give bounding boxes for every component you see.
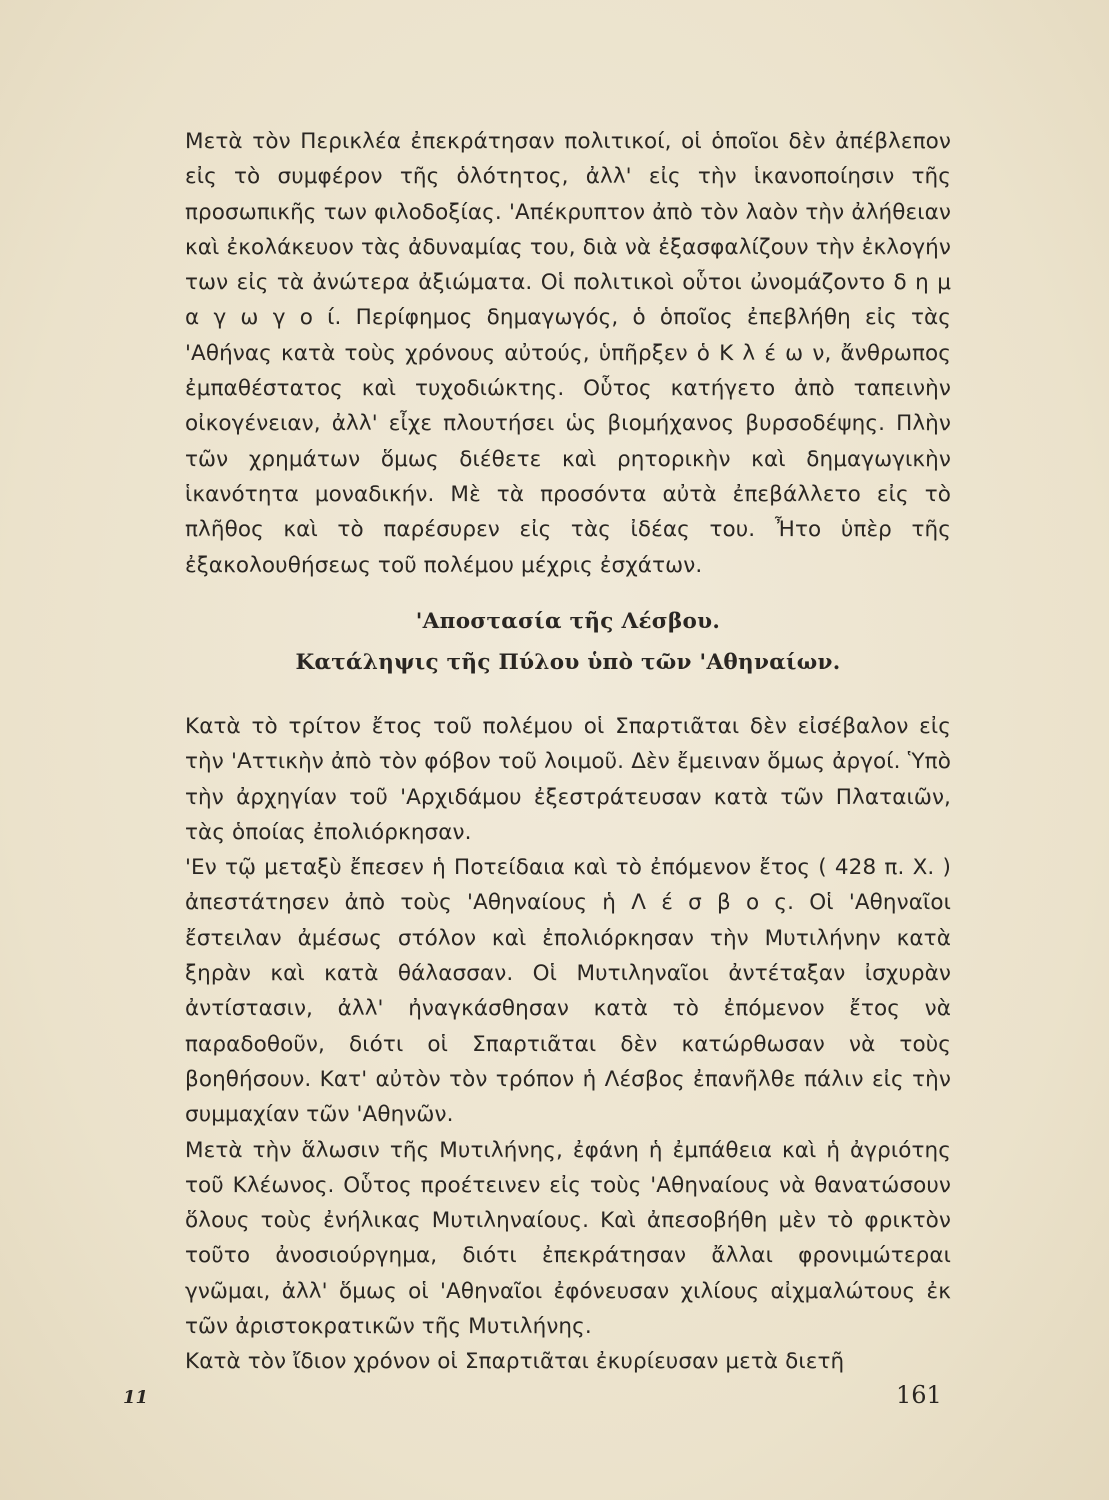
signature-mark: 11 xyxy=(123,1387,149,1408)
paragraph-mytilene-aftermath: Μετὰ τὴν ἅλωσιν τῆς Μυτιλήνης, ἐφάνη ἡ ἐμπάθεια καὶ ἡ ἀγριότης τοῦ Κλέωνος. Οὗτος προέτεινεν εἰς τοὺς 'Αθηναίους νὰ θανατώσουν ὅλους τοὺς ἐνήλικας Μυτιληναίους. Καὶ ἀπεσοβήθη μὲν τὸ φρικτὸν τοῦτο ἀνοσιούργημα, διότι ἐπεκράτησαν ἄλλαι φρονιμώτεραι γνῶμαι, ἀλλ' ὅμως οἱ 'Αθηναῖοι ἐφόνευσαν χιλίους αἰχμαλώτους ἐκ τῶν ἀριστοκρατικῶν τῆς Μυτιλήνης. xyxy=(185,1137,951,1340)
top-text-block xyxy=(185,124,951,583)
paragraph-potidaea-lesbos: 'Εν τῷ μεταξὺ ἔπεσεν ἡ Ποτείδαια καὶ τὸ ἐπόμενον ἔτος ( 428 π. Χ. ) ἀπεστάτησεν ἀπὸ τοὺς 'Αθηναίους ἡ Λ έ σ β ο ς. Οἱ 'Αθηναῖοι ἔστειλαν ἀμέσως στόλον καὶ ἐπολιόρκησαν τὴν Μυτιλήνην κατὰ ξηρὰν καὶ κατὰ θάλασσαν. Οἱ Μυτιληναῖοι ἀντέταξαν ἰσχυρὰν ἀντίστασιν, ἀλλ' ἠναγκάσθησαν κατὰ τὸ ἐπόμενον ἔτος νὰ παραδοθοῦν, διότι οἱ Σπαρτιᾶται δὲν κατώρθωσαν νὰ τοὺς βοηθήσουν. Κατ' αὐτὸν τὸν τρόπον ἡ Λέσβος ἐπανῆλθε πάλιν εἰς τὴν συμμαχίαν τῶν 'Αθηνῶν. xyxy=(185,855,951,1128)
page-number: 161 xyxy=(896,1381,942,1409)
section-heading-lesbos: 'Αποστασία τῆς Λέσβου. xyxy=(415,609,721,634)
paragraph-politicians: Μετὰ τὸν Περικλέα ἐπεκράτησαν πολιτικοί, οἱ ὁποῖοι δὲν ἀπέβλεπον εἰς τὸ συμφέρον τῆς ὁλότητος, ἀλλ' εἰς τὴν ἱκανοποίησιν τῆς προσωπικῆς των φιλοδοξίας. 'Απέκρυπτον ἀπὸ τὸν λαὸν τὴν ἀλήθειαν καὶ ἐκολάκευον τὰς ἀδυναμίας του, διὰ νὰ ἐξασφαλίζουν τὴν ἐκλογήν των εἰς τὰ ἀνώτερα ἀξιώματα. Οἱ πολιτικοὶ οὗτοι ὠνομάζοντο δ η μ α γ ω γ ο ί. Περίφημος δημαγωγός, ὁ ὁποῖος ἐπεβλήθη εἰς τὰς 'Αθήνας κατὰ τοὺς χρόνους αὐτούς, ὑπῆρξεν ὁ Κ λ έ ω ν, ἄνθρωπος ἐμπαθέστατος καὶ τυχοδιώκτης. Οὗτος κατήγετο ἀπὸ ταπεινὴν οἰκογένειαν, ἀλλ' εἶχε πλουτήσει ὡς βιομήχανος βυρσοδέψης. Πλὴν τῶν χρημάτων ὅμως διέθετε καὶ ρητορικὴν καὶ δημαγωγικὴν ἱκανότητα μοναδικήν. Μὲ τὰ προσόντα αὐτὰ ἐπεβάλλετο εἰς τὸ πλῆθος καὶ τὸ παρέσυρεν εἰς τὰς ἰδέας του. Ἦτο ὑπὲρ τῆς ἐξακολουθήσεως τοῦ πολέμου μέχρις ἐσχάτων. xyxy=(185,129,951,578)
paragraph-spartans-continued: Κατὰ τὸν ἴδιον χρόνον οἱ Σπαρτιᾶται ἐκυρίευσαν μετὰ διετῆ xyxy=(185,1349,845,1375)
bottom-text-block xyxy=(185,709,951,1380)
section-heading-pylos: Κατάληψις τῆς Πύλου ὑπὸ τῶν 'Αθηναίων. xyxy=(295,650,841,675)
paragraph-third-year: Κατὰ τὸ τρίτον ἔτος τοῦ πολέμου οἱ Σπαρτιᾶται δὲν εἰσέβαλον εἰς τὴν 'Αττικὴν ἀπὸ τὸν φόβον τοῦ λοιμοῦ. Δὲν ἔμειναν ὅμως ἀργοί. Ὑπὸ τὴν ἀρχηγίαν τοῦ 'Αρχιδάμου ἐξεστράτευσαν κατὰ τῶν Πλαταιῶν, τὰς ὁποίας ἐπολιόρκησαν. xyxy=(185,714,951,845)
